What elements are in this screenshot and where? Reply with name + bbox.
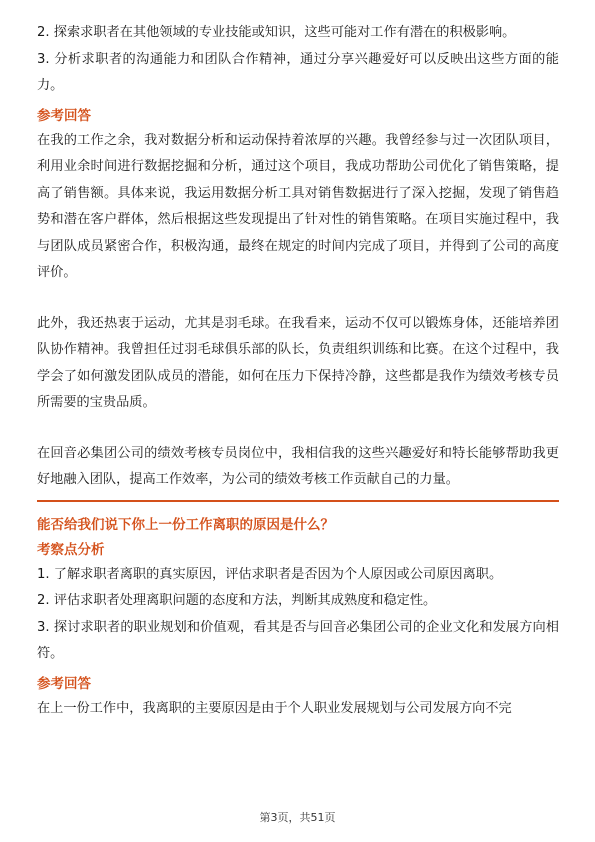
document-body [37,20,559,722]
answer-paragraph: 在我的工作之余，我对数据分析和运动保持着浓厚的兴趣。我曾经参与过一次团队项目，利用业余时间进行数据挖掘和分析，通过这个项目，我成功帮助公司优化了销售策略，提高了销售额。具体来说，我运用数据分析工具对销售数据进行了深入挖掘，发现了销售趋势和潜在客户群体，然后根据这些发现提出了针对性的销售策略。在项目实施过程中，我与团队成员紧密合作，积极沟通，最终在规定的时间内完成了项目，并得到了公司的高度评价。 [37,132,559,280]
answer-paragraph: 在回音必集团公司的绩效考核专员岗位中，我相信我的这些兴趣爱好和特长能够帮助我更好地融入团队，提高工作效率，为公司的绩效考核工作贡献自己的力量。 [37,445,559,487]
list-item: 3. 探讨求职者的职业规划和价值观，看其是否与回音必集团公司的企业文化和发展方向相符。 [37,619,559,661]
question-title: 能否给我们说下你上一份工作离职的原因是什么？ [37,516,334,533]
list-item: 3. 分析求职者的沟通能力和团队合作精神，通过分享兴趣爱好可以反映出这些方面的能力。 [37,51,559,93]
reference-answer-heading: 参考回答 [37,675,91,692]
list-item: 2. 探索求职者在其他领域的专业技能或知识，这些可能对工作有潜在的积极影响。 [37,25,516,40]
section-divider [37,500,559,502]
analysis-heading: 考察点分析 [37,541,105,558]
answer-paragraph: 此外，我还热衷于运动，尤其是羽毛球。在我看来，运动不仅可以锻炼身体，还能培养团队协作精神。我曾担任过羽毛球俱乐部的队长，负责组织训练和比赛。在这个过程中，我学会了如何激发团队成员的潜能，如何在压力下保持冷静，这些都是我作为绩效考核专员所需要的宝贵品质。 [37,315,559,410]
list-item: 1. 了解求职者离职的真实原因，评估求职者是否因为个人原因或公司原因离职。 [37,566,503,582]
answer-paragraph: 在上一份工作中，我离职的主要原因是由于个人职业发展规划与公司发展方向不完 [37,700,512,716]
list-item: 2. 评估求职者处理离职问题的态度和方法，判断其成熟度和稳定性。 [37,593,437,608]
reference-answer-heading: 参考回答 [37,107,91,124]
page-footer: 第3页，共51页 [259,811,336,824]
